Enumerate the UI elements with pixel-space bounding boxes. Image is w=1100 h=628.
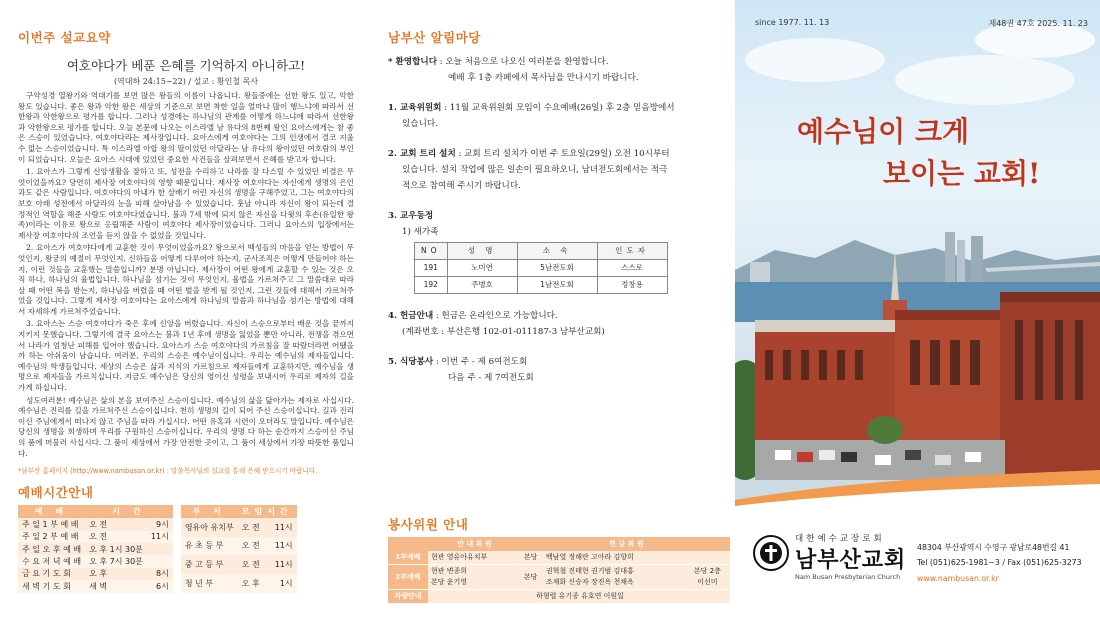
sermon-paragraph: 1. 요아스가 그렇게 신앙생활을 잘하고 또, 성전을 수리하고 나라를 잘 다스릴 수 있었던 비결은 무엇이었을까요? 당연히 제사장 여호야다의 영향 때문입니다. 제사장 여호야다는 자신에게 생명의 은인과도 같은 사람입니다. 여호야다의 아내가 한 살배기 어린 자신의 생명을 구해주었고, 그는 여호야다의 보호 아래 성전에서 아달라의 눈을 피해 살아남을 수 있었습니다. 훗날 아니라 자신이 왕이 되는데 결정적인 역할을 해준 사람도 여호야다였습니다. 불과 7세 밖에 되지 않은 자신을 다윗의 후손(유일한 왕족)이라는 이유로 왕으로 옹립해준 사람이 여호야다 제사장이었습니다. 그러니 요아스의 입장에서는 제사장 여호야다의 조언을 듣지 않을 수 없었을 것입니다. [18,167,354,240]
vol-row-label: 차량안내 [388,590,428,604]
notice-members [388,208,724,294]
worship-name: 주 일 2 부 예 배 [22,532,79,542]
sermon-paragraph: 성도여러분! 예수님은 삶의 본을 보여주신 스승이십니다. 예수님의 삶을 닮아가는 제자로 사십시다. 예수님은 진리를 길을 가르쳐주신 스승이십니다. 천히 생명의 길이 되어 주신 스승이십니다. 길과 진리이신 주님에게서 떠나지 않고 주님을 따라 가십시다. 어떤 유혹과 시련이 오더라도 말입니다. 예수님은 당신의 생명을 희생하며 우리를 구원하신 스승이십니다. 우리의 생명 다 하는 순간까지 스승이신 주님의 품에 머물러 사십시다. 그 품이 세상에서 가장 안전한 곳이고, 그 품이 세상에서 가장 따뜻한 품입니다. [18,395,354,458]
notice-label: 1. 교육위원회 [388,103,442,113]
worship-hour: 11시 [150,532,169,542]
worship-time: 오 후 [89,569,108,579]
family-col-header: 소 속 [517,243,597,260]
family-no: 191 [415,260,448,277]
vol-extra-label: 본당 2층 [693,567,721,575]
dept-time: 오 후 [241,578,260,588]
table-row [18,518,173,530]
dept-name: 청 년 부 [184,578,214,588]
dept-col-header: 부 서 [181,505,238,518]
vol-col-header [388,537,428,551]
dept-hour: 1시 [279,578,293,588]
dept-col-header: 모임시간 [238,505,297,518]
notice-text: : 이번 주 - 제 6여전도회 [435,357,528,367]
phone-fax: Tel (051)625-1981~3 / Fax (051)625-3273 [917,558,1082,567]
notice-label: 2. 교회 트리 설치 [388,149,456,159]
dept-name: 영유아 유치부 [184,522,234,532]
church-seal-icon [753,535,789,571]
dept-time: 오 전 [241,560,260,569]
dept-name: 중 고 등 부 [184,560,224,569]
family-col-header: 인도자 [597,243,667,260]
notice-text-2: 다음 주 - 제 7여전도회 [448,373,534,383]
worship-name: 금 요 기 도 회 [22,569,71,579]
vol-guide: 현관 영유아유치부 [428,551,521,565]
new-family-label: 1) 새가족 [402,227,439,237]
vol-offering-a: 권혁철 진태현 권기범 김대홍 [545,567,634,575]
vol-drivers: 하형렬 유기종 유호연 이원일 [428,590,730,604]
notice-tree [388,146,724,194]
worship-hour: 6시 [156,581,169,591]
family-guide: 정창용 [597,277,667,294]
sermon-paragraph: 구약성경 열왕기와 역대기를 보면 많은 왕들의 이름이 나옵니다. 왕들중에는 선한 왕도 있고, 악한 왕도 있습니다. 좋은 왕과 악한 왕은 세상의 기준으로 보면 착한 일을 얼마나 많이 행느냐에 따라서 선한왕과 악한왕으로 평가를 합니다. 그러나 성경에는 하나님의 관계를 어떻게 하느냐에 따라서 선한왕과 악한왕으로 평가를 합니다. 오늘 본문에 나오는 이스라엘 남 유다의 8번째 왕인 요아스에게는 참 좋은 스승이 있었습니다. 여호야다라는 제사장입니다. 요아스에게 여호야다는 그의 인생에서 결코 지울 수 없는 스승이었습니다. 특 이스라엘 아합 왕의 딸이었던 아달라는 남 유다의 왕이었던 여호람의 부인이 되었습니다. 오늘은 요아스 시대에 있었던 중요한 사건들을 살펴보면서 은혜를 받고자 합니다. [18,91,354,164]
vol-guide-b: 본당 윤기영 [431,578,468,586]
volunteers-table [388,537,730,604]
worship-name: 새 벽 기 도 회 [22,581,71,591]
notice-text-2: 있습니다. 설치 작업에 많은 일손이 필요하오니, 남녀전도회에서는 적극 [402,165,668,175]
table-row [181,555,297,574]
sermon-title: 여호야다가 베푼 은혜를 기억하지 아니하고! [66,58,306,73]
table-row [18,543,173,555]
notice-label: 3. 교우동정 [388,211,434,221]
table-row [415,260,668,277]
church-name: 남부산교회 [795,548,907,573]
worship-col-header: 예 배 [18,505,85,518]
denomination: 대한예수교장로회 [795,534,885,544]
worship-schedule-table [18,505,173,592]
dept-time: 오 전 [241,522,260,532]
sermon-body [18,91,354,459]
notices-section-title: 남부산 알림마당 [388,30,481,45]
worship-name: 수 요 저 녁 예 배 [22,556,82,566]
vol-row-label: 2부예배 [388,565,428,590]
worship-name: 주 일 1 부 예 배 [22,519,79,529]
vol-guide-a: 현관 변종희 [431,567,468,575]
cover-photo [735,0,1100,500]
vol-extra-name: 이선미 [697,578,718,586]
cover-panel [735,0,1100,628]
notice-label: 5. 식당봉사 [388,357,434,367]
worship-hour [147,543,173,555]
family-name: 주병호 [447,277,517,294]
sermon-paragraph: 3. 요아스는 스승 여호야다가 죽은 후에 신앙을 버렸습니다. 자신이 스승으로부터 배운 것을 끝까지 지키지 못했습니다. 그렇기에 결국 요아스는 불과 1년 후에 생명을 잃었을 뿐만 아니라, 전쟁을 겪으면서 나라가 엄청난 피해를 입어야 했습니다. 요아스가 스승 여호야다의 가르침을 잘 따랐더라면 어땠을까 하는 아쉬움이 남습니다. 여러분, 우리의 스승은 예수님이십니다. 우리는 예수님의 제자들입니다. 예수님의 학생들입니다. 세상의 스승은 삶과 지식의 가르침으로 제자들에게 교훈하지만, 예수님을 생명으로 제자들을 가르치십니다. 지금도 예수님은 당신의 영이신 성령을 보내시어 우리로 제자의 길을 가게 하십니다. [18,319,354,393]
notice-text-2: 있습니다. [402,119,438,129]
vol-offering-b: 조재화 신승자 장진옥 천채옥 [545,578,634,586]
worship-hour [147,555,173,567]
worship-time: 오 전 [89,519,108,529]
dept-hour: 11시 [274,560,293,569]
family-guide: 스스로 [597,260,667,277]
vol-row-label: 1부예배 [388,551,428,565]
worship-name: 주 일 오 후 예 배 [22,544,82,554]
orange-wave-decoration [735,470,1100,510]
family-group: 5남전도회 [517,260,597,277]
notice-text: : 헌금은 온라인으로 가능합니다. [435,311,558,321]
table-row [18,580,173,592]
new-family-table [414,242,668,294]
notice-label: 4. 헌금안내 [388,311,434,321]
welcome-text: : 오늘 처음으로 나오신 여러분을 환영합니다. [439,57,609,67]
notices-panel [378,0,730,628]
table-row [388,590,730,604]
notice-text: : 11월 교육위원회 모임이 수요예배(26일) 후 2층 믿음방에서 [444,103,675,113]
notice-education [388,100,724,132]
dept-name: 유 초 등 부 [184,541,224,551]
table-row [18,555,173,567]
table-row [181,518,297,537]
worship-time: 오 전 [89,532,108,542]
table-row [18,531,173,543]
volunteers-section-title: 봉사위원 안내 [388,517,469,532]
family-group: 1남전도회 [517,277,597,294]
vol-offering-label: 본당 [521,551,543,565]
table-row [18,568,173,580]
sermon-section-title: 이번주 설교요약 [18,30,111,45]
notice-offering [388,308,724,340]
worship-time: 오 후 1시 30분 [89,544,143,554]
family-col-header: NO [415,243,448,260]
worship-time: 오 후 7시 30분 [89,556,143,566]
address: 48304 부산광역시 수영구 광남로48번길 41 [917,543,1070,552]
sermon-paragraph: 2. 요아스가 여호야다에게 교훈한 것이 무엇이었을까요? 왕으로서 백성들의 마음을 얻는 방법이 무엇인지, 왕궁의 예절이 무엇인지, 신하들을 어떻게 다루어야 하는지, 군사조직은 어떻게 만들어야 하는지, 이런 것들을 교훈했는 말씀입니까? 분명 아닙니다. 제사장이 어떤 왕에게 교훈할 수 있는 것은 오직 하나, 하나님의 율법입니다. 하나님을 섬기는 것이 무엇인지, 율법을 가르쳐주고 그 말씀대로 따라 살 때 어떤 복을 받는지, 하나님을 버렸을 때 어떤 벌을 받게 될 것인지, 그런 것들에 대해서 가르쳐주었을 것입니다. 그렇게 제사장 여호야다는 요아스에게 하나님의 말씀과 하나님을 섬기는 방법에 대해서 자세하게 가르쳐주었습니다. [18,243,354,316]
department-schedule-table [181,505,297,592]
worship-hour: 8시 [156,569,169,579]
issue-number: 제48권 47호 2025. 11. 23 [988,19,1088,28]
worship-tables [18,505,354,592]
vol-col-header: 헌 금 위 원 [521,537,730,551]
welcome-notice [388,54,724,86]
website-link[interactable]: www.nambusan.or.kr [917,574,999,583]
worship-col-header: 시 간 [85,505,173,518]
table-row [415,277,668,294]
bank-account: (계좌번호 : 부산은행 102-01-011187-3 남부산교회) [402,327,605,337]
vol-offering-label: 본당 [521,565,543,590]
since-date: since 1977. 11. 13 [755,18,830,27]
church-info-footer [735,510,1100,628]
table-row [181,574,297,593]
vol-col-header: 안 내 위 원 [428,537,521,551]
vol-extra [683,565,730,590]
table-row [388,565,730,590]
family-col-header: 성 명 [447,243,517,260]
notice-kitchen [388,354,724,386]
notices-body [388,54,724,386]
dept-hour: 11시 [274,541,293,551]
family-name: 노미연 [447,260,517,277]
worship-section-title: 예배시간안내 [18,485,94,501]
church-name-english: Nam Busan Presbyterian Church [795,573,901,581]
sermon-panel [0,0,368,628]
table-row [181,537,297,556]
family-no: 192 [415,277,448,294]
slogan-line-2: 보이는 교회! [883,157,1041,190]
sermon-subtitle: (역대하 24:15~22) / 설교 : 황인철 목사 [113,77,259,86]
welcome-text-2: 예배 후 1층 카페에서 목사님을 만나시기 바랍니다. [448,73,639,83]
worship-hour: 9시 [156,519,169,529]
worship-time: 새 벽 [89,581,108,591]
slogan-line-1: 예수님이 크게 [797,115,970,148]
notice-text-3: 적으로 참여해 주시기 바랍니다. [402,181,521,191]
dept-hour: 11시 [274,522,293,532]
website-note: *남부산 홈페이지 (http://www.nambusan.or.kr) : 말씀목사님의 설교를 통해 은혜 받으시기 바랍니다. [18,467,318,476]
dept-time: 오 전 [241,541,260,551]
notice-text: : 교회 트리 설치가 이번 주 토요일(29일) 오전 10시부터 [458,149,670,159]
table-row [388,551,730,565]
church-photo-illustration [735,0,1100,500]
vol-offering: 백남열 정해란 고아라 김향희 [543,551,730,565]
vol-guide [428,565,521,590]
welcome-label: * 환영합니다 [388,57,437,67]
vol-offering [543,565,683,590]
